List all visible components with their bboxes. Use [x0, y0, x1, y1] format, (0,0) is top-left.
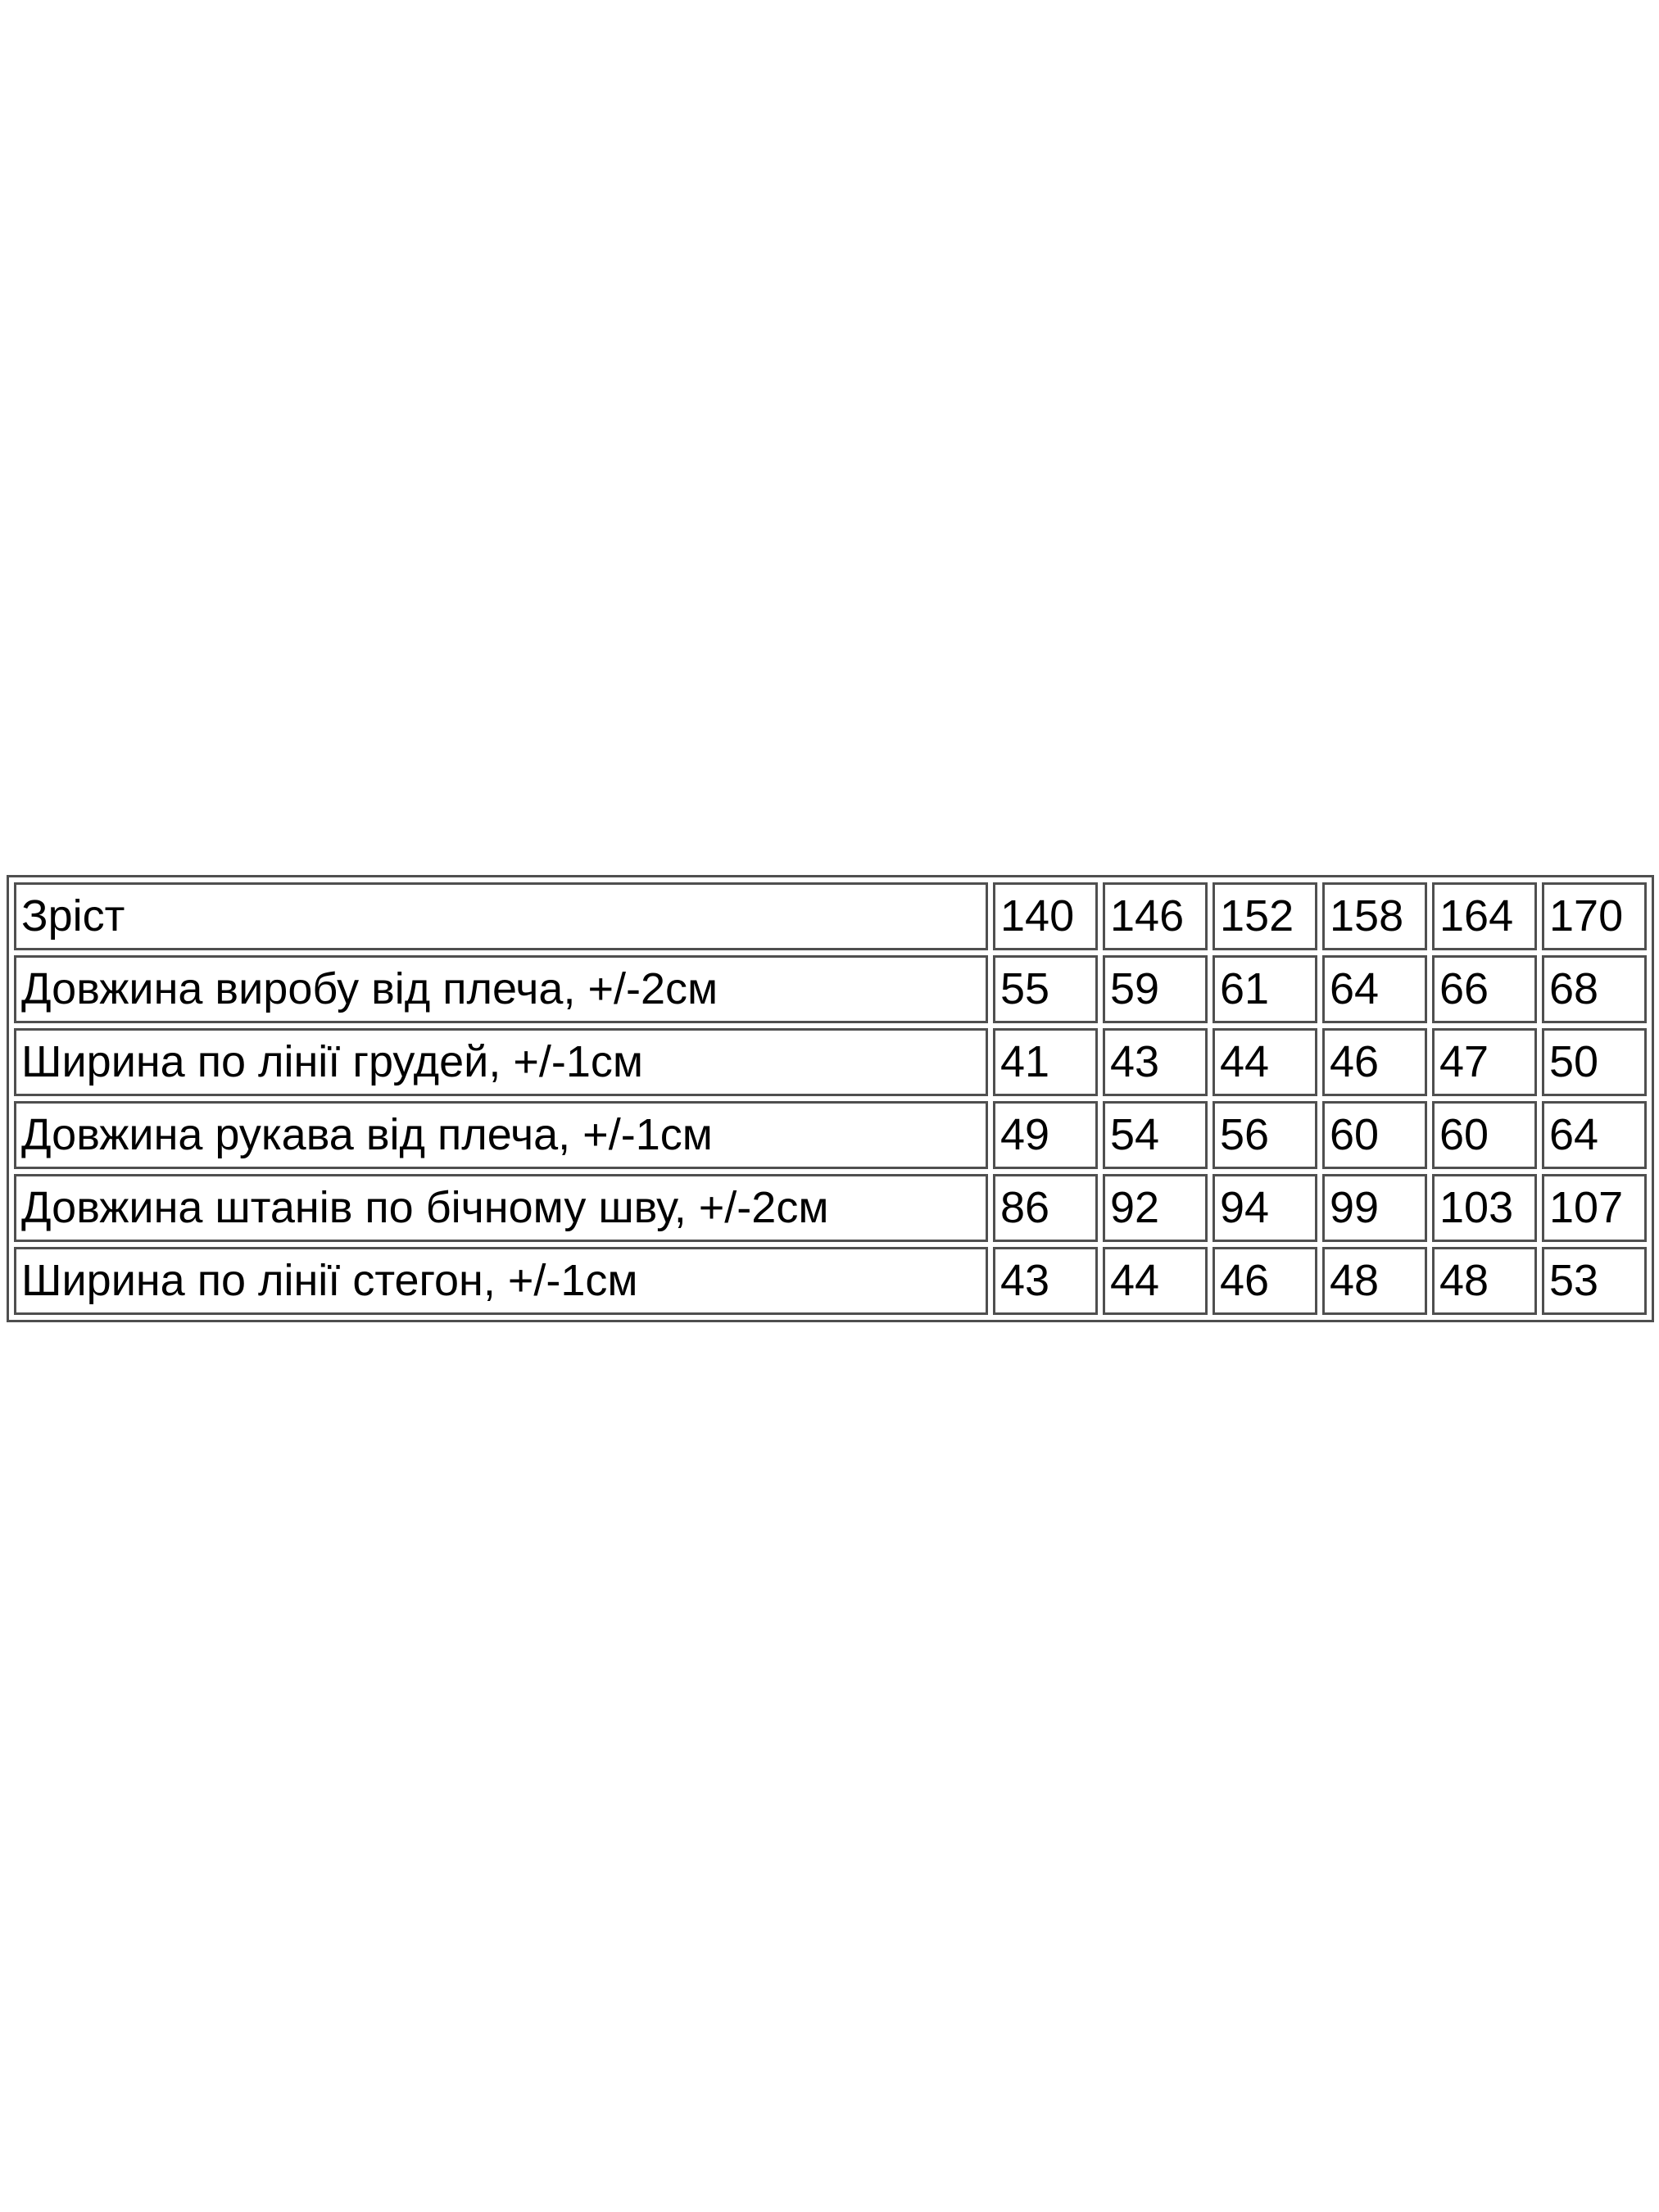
size-header-cell: 140: [993, 882, 1098, 950]
value-cell: 60: [1432, 1101, 1537, 1169]
table-row: [14, 1028, 1647, 1096]
size-chart-table: [7, 875, 1654, 1322]
value-cell: 48: [1322, 1247, 1427, 1315]
value-cell: 49: [993, 1101, 1098, 1169]
table-row: [14, 1101, 1647, 1169]
row-label-sleeve-length: Довжина рукава від плеча, +/-1см: [14, 1101, 988, 1169]
value-cell: 46: [1213, 1247, 1317, 1315]
value-cell: 44: [1103, 1247, 1208, 1315]
table-row: [14, 955, 1647, 1023]
value-cell: 50: [1542, 1028, 1647, 1096]
value-cell: 64: [1542, 1101, 1647, 1169]
row-label-hip-width: Ширина по лінії стегон, +/-1см: [14, 1247, 988, 1315]
value-cell: 86: [993, 1174, 1098, 1242]
table-row: [14, 1247, 1647, 1315]
size-header-cell: 164: [1432, 882, 1537, 950]
value-cell: 64: [1322, 955, 1427, 1023]
value-cell: 55: [993, 955, 1098, 1023]
row-label-height: Зріст: [14, 882, 988, 950]
value-cell: 47: [1432, 1028, 1537, 1096]
value-cell: 92: [1103, 1174, 1208, 1242]
value-cell: 56: [1213, 1101, 1317, 1169]
value-cell: 103: [1432, 1174, 1537, 1242]
value-cell: 59: [1103, 955, 1208, 1023]
value-cell: 43: [993, 1247, 1098, 1315]
size-header-cell: 158: [1322, 882, 1427, 950]
value-cell: 61: [1213, 955, 1317, 1023]
value-cell: 68: [1542, 955, 1647, 1023]
size-header-cell: 146: [1103, 882, 1208, 950]
table-row: [14, 1174, 1647, 1242]
size-header-cell: 152: [1213, 882, 1317, 950]
value-cell: 41: [993, 1028, 1098, 1096]
row-label-pants-length: Довжина штанів по бічному шву, +/-2см: [14, 1174, 988, 1242]
value-cell: 54: [1103, 1101, 1208, 1169]
value-cell: 44: [1213, 1028, 1317, 1096]
table-row-header: [14, 882, 1647, 950]
value-cell: 94: [1213, 1174, 1317, 1242]
row-label-garment-length: Довжина виробу від плеча, +/-2см: [14, 955, 988, 1023]
size-header-cell: 170: [1542, 882, 1647, 950]
value-cell: 107: [1542, 1174, 1647, 1242]
value-cell: 60: [1322, 1101, 1427, 1169]
value-cell: 99: [1322, 1174, 1427, 1242]
row-label-chest-width: Ширина по лінії грудей, +/-1см: [14, 1028, 988, 1096]
value-cell: 46: [1322, 1028, 1427, 1096]
value-cell: 43: [1103, 1028, 1208, 1096]
value-cell: 53: [1542, 1247, 1647, 1315]
value-cell: 66: [1432, 955, 1537, 1023]
value-cell: 48: [1432, 1247, 1537, 1315]
